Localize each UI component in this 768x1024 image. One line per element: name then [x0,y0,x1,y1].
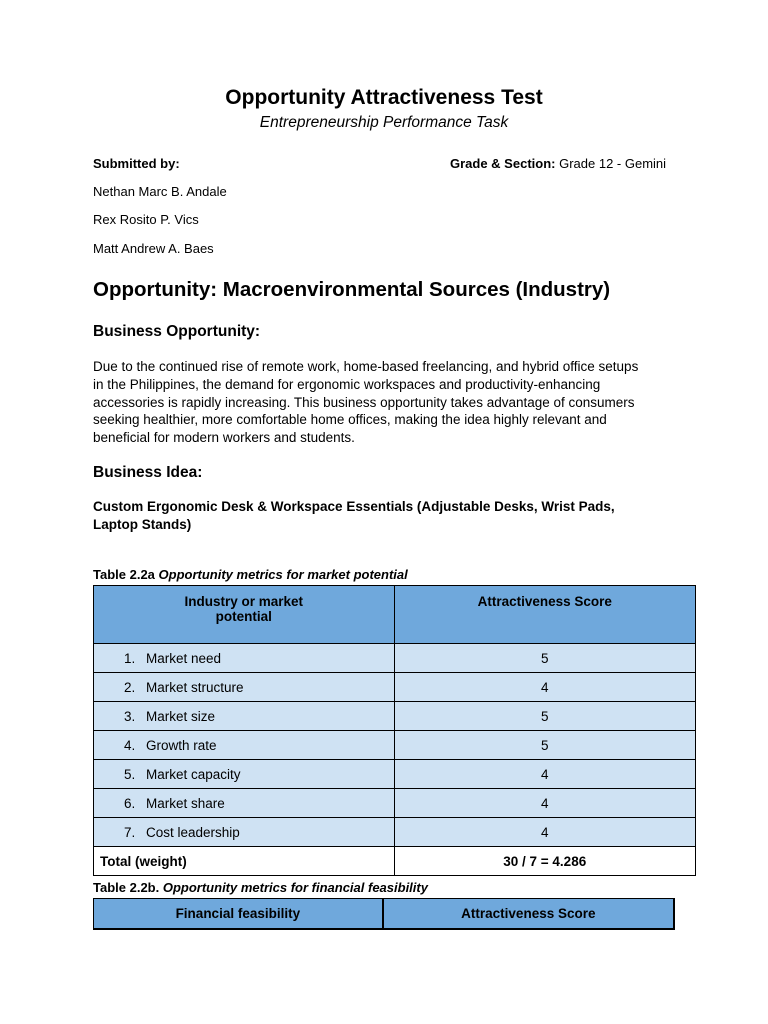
column-header-financial: Financial feasibility [94,899,383,930]
metric-label: Market structure [146,679,244,695]
metric-cell [94,702,395,731]
row-number: 3. [124,708,136,724]
table-b-caption-title: Opportunity metrics for financial feasibility [162,880,428,895]
score-cell: 4 [394,673,696,702]
table-header-row [94,586,696,644]
paragraph-line: Due to the continued rise of remote work, home-based freelancing, and hybrid office setups [93,359,639,374]
score-cell: 4 [394,818,696,847]
row-number: 1. [124,650,136,666]
metric-label: Market share [146,795,225,811]
paragraph-line: Custom Ergonomic Desk & Workspace Essentials (Adjustable Desks, Wrist Pads, [93,499,615,514]
financial-feasibility-table [93,898,675,930]
business-idea-text [93,498,673,534]
metric-cell [94,760,395,789]
column-header-score: Attractiveness Score [383,899,674,930]
score-cell: 4 [394,760,696,789]
metric-cell [94,644,395,673]
paragraph-line: in the Philippines, the demand for ergonomic workspaces and productivity-enhancing [93,376,601,392]
grade-section-value: Grade 12 - Gemini [559,156,667,171]
metric-label: Market size [146,708,216,724]
score-cell: 5 [394,702,696,731]
row-number: 5. [124,766,136,782]
section-heading: Opportunity: Macroenvironmental Sources (Industry) [93,278,611,301]
metric-cell [94,789,395,818]
score-cell: 4 [394,789,696,818]
row-number: 2. [124,679,136,695]
member-name: Matt Andrew A. Baes [93,241,214,256]
member-name: Nethan Marc B. Andale [93,184,227,199]
column-header-industry [94,586,395,644]
paragraph-line: beneficial for modern workers and students. [93,430,355,446]
score-cell: 5 [394,644,696,673]
total-value: 30 / 7 = 4.286 [394,847,696,876]
member-name: Rex Rosito P. Vics [93,212,199,227]
total-label: Total (weight) [94,847,395,876]
metric-label: Growth rate [146,737,217,753]
metric-label: Market capacity [146,766,241,782]
table-row [94,760,696,789]
row-number: 4. [124,737,136,753]
paragraph-line: seeking healthier, more comfortable home offices, making the idea highly relevant and [93,412,607,428]
column-header-score: Attractiveness Score [394,586,696,644]
table-a-caption-label: Table 2.2a [93,567,155,582]
paragraph-line: Laptop Stands) [93,517,192,532]
business-opportunity-heading: Business Opportunity: [93,323,261,340]
metric-cell [94,731,395,760]
row-number: 7. [124,824,136,840]
business-idea-heading: Business Idea: [93,464,203,481]
table-row [94,818,696,847]
page-title: Opportunity Attractiveness Test [225,86,543,109]
score-cell: 5 [394,731,696,760]
table-a-caption [93,567,408,582]
paragraph-line: accessories is rapidly increasing. This business opportunity takes advantage of consumers [93,394,635,410]
table-row [94,731,696,760]
table-header-row [94,899,675,930]
table-row [94,702,696,731]
total-row [94,847,696,876]
market-potential-table [93,585,696,876]
submitted-by-label: Submitted by: [93,156,180,171]
business-opportunity-text [93,358,673,447]
metric-cell [94,673,395,702]
table-row [94,673,696,702]
row-number: 6. [124,795,136,811]
header-line: potential [215,609,272,624]
grade-section [450,156,666,171]
table-b-caption-label: Table 2.2b. [93,880,160,895]
table-a-caption-title: Opportunity metrics for market potential [158,567,408,582]
metric-label: Market need [146,650,222,666]
header-line: Industry or market [184,594,304,609]
metric-cell [94,818,395,847]
grade-section-label: Grade & Section: [450,156,556,171]
page-subtitle: Entrepreneurship Performance Task [259,114,509,131]
table-row [94,644,696,673]
table-b-caption [93,880,428,895]
table-row [94,789,696,818]
metric-label: Cost leadership [146,824,240,840]
